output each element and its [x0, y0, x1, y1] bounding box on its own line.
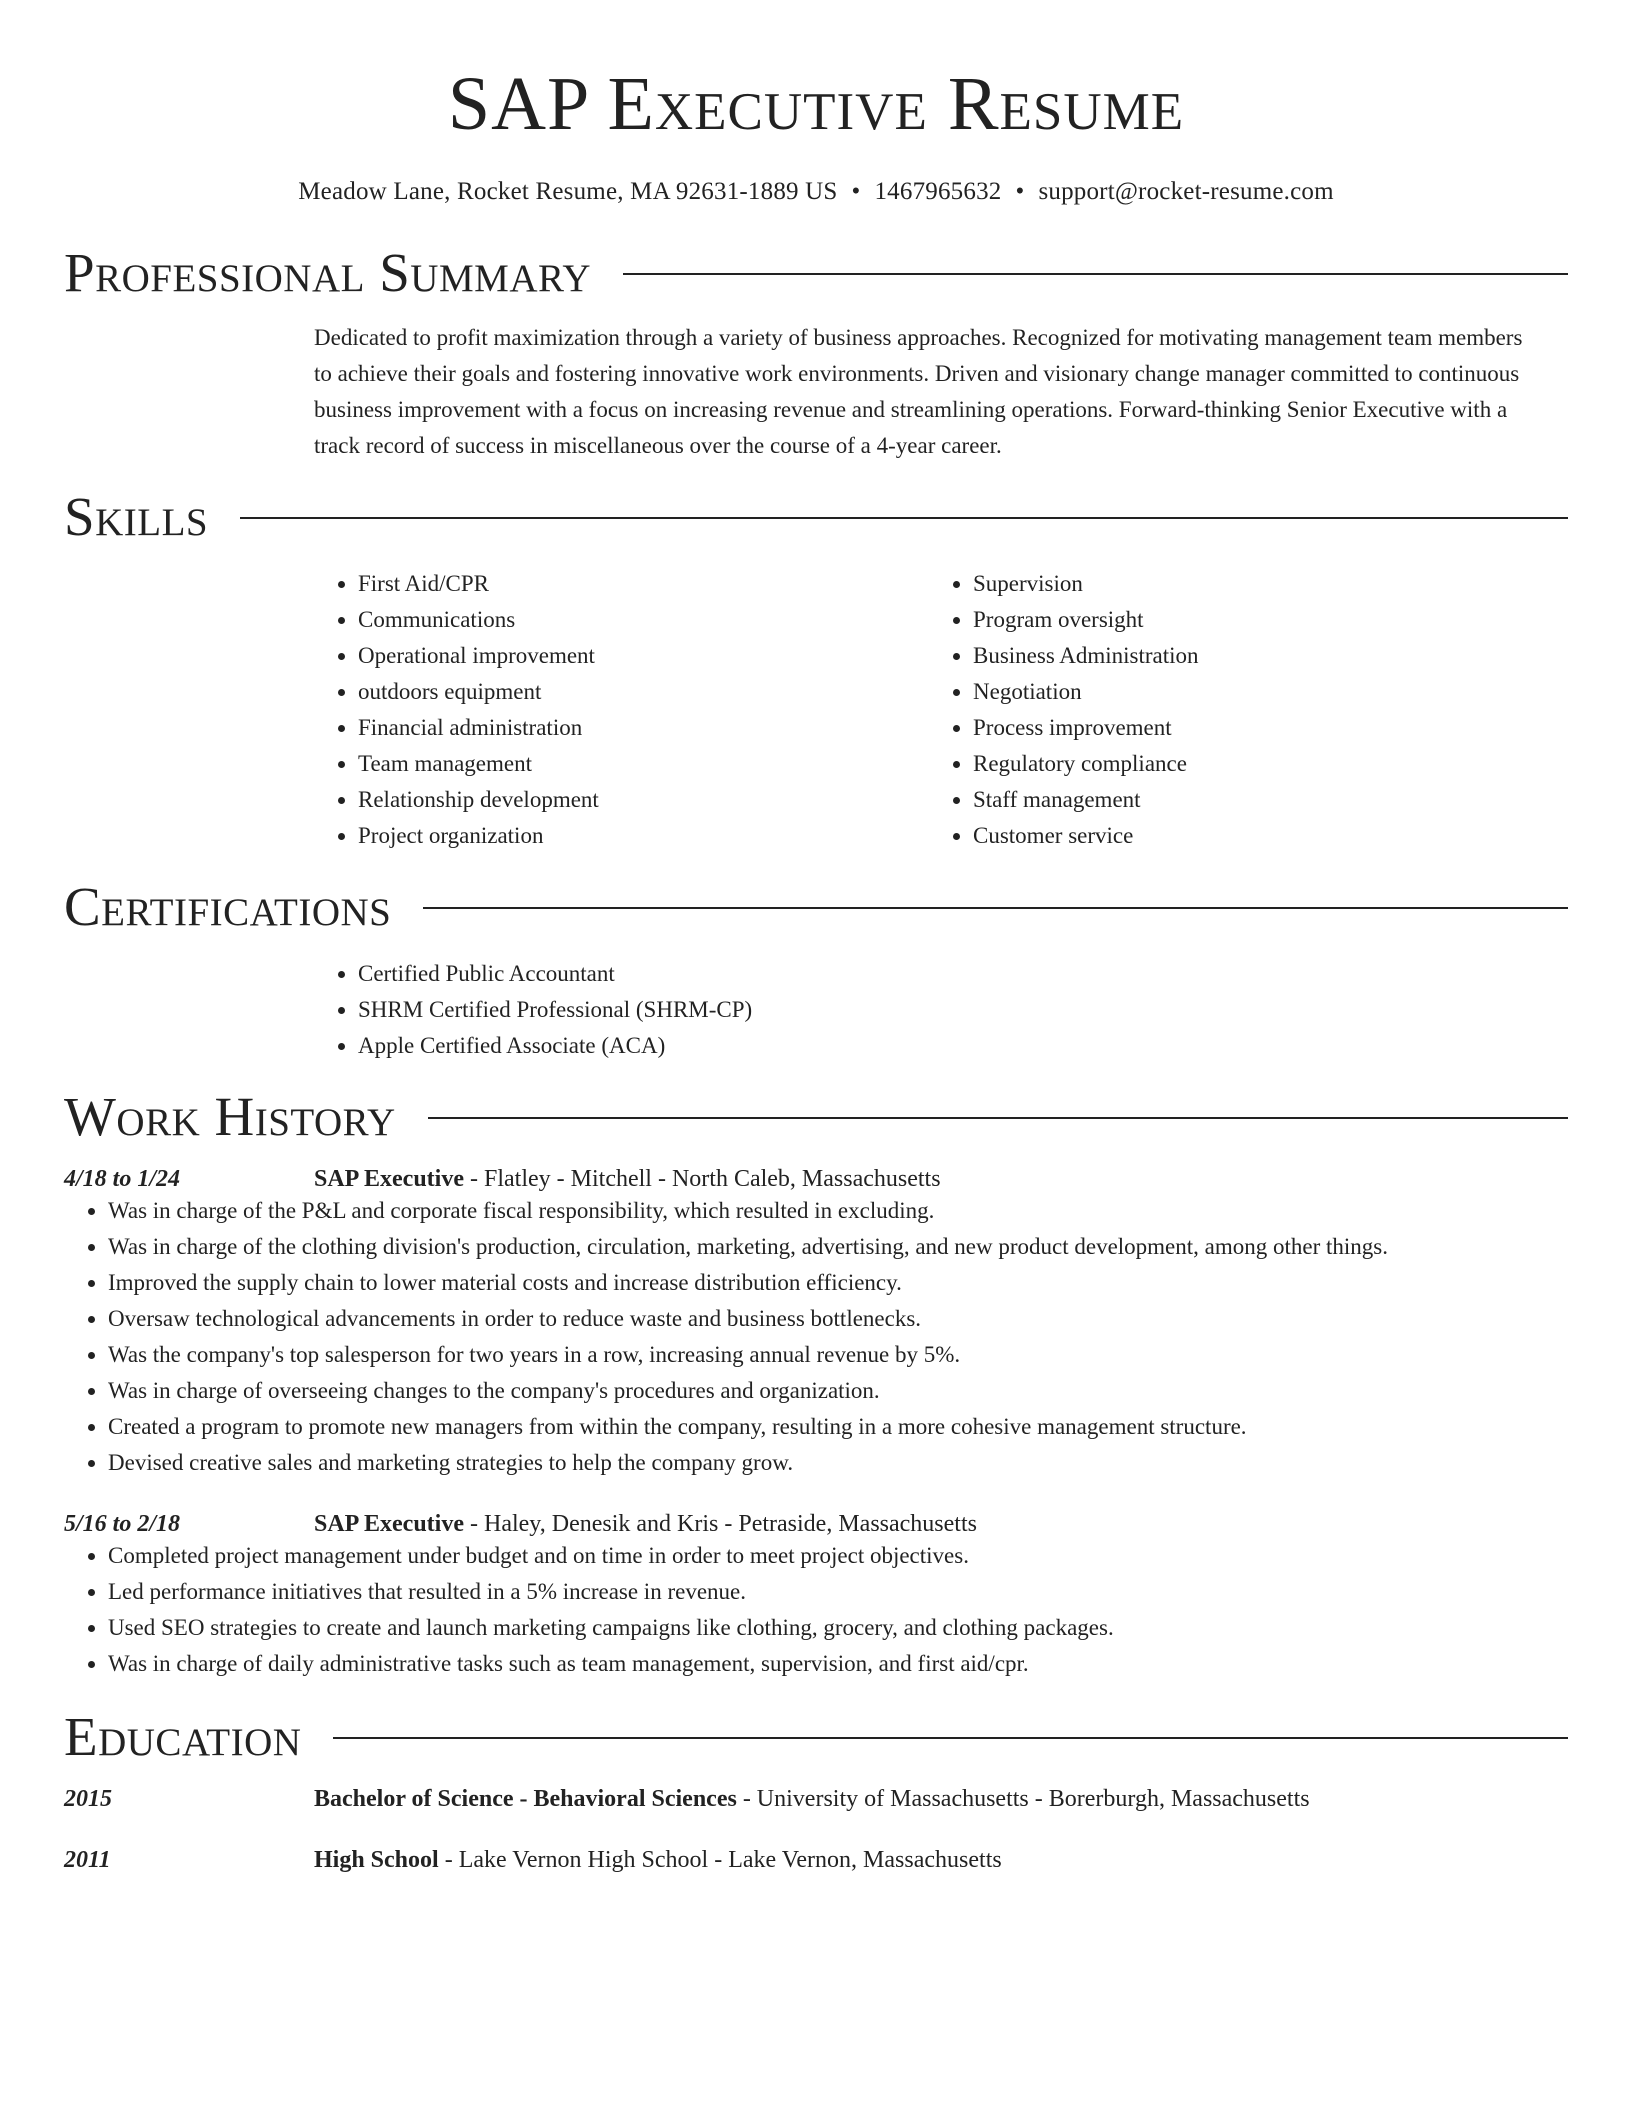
job-bullet: • Created a program to promote new managers from within the company, resulting in a more cohesive management structure.: [108, 1409, 1568, 1445]
section-divider: [240, 517, 1568, 519]
section-title-work: Work History: [64, 1085, 396, 1147]
contact-line: [64, 178, 1568, 206]
skill-item: • Project organization: [358, 818, 929, 854]
skill-item: • Team management: [358, 746, 929, 782]
resume-title: SAP Executive Resume: [447, 62, 1185, 146]
job-bullets: [64, 1193, 1568, 1481]
job-bullet: • Was in charge of the P&L and corporate fiscal responsibility, which resulted in excluding.: [108, 1193, 1568, 1229]
section-divider: [623, 273, 1568, 275]
job-bullet: • Devised creative sales and marketing strategies to help the company grow.: [108, 1445, 1568, 1481]
skill-item: • Program oversight: [973, 602, 1544, 638]
skill-item: • Supervision: [973, 566, 1544, 602]
contact-email: support@rocket-resume.com: [1038, 178, 1334, 205]
skill-item: • Operational improvement: [358, 638, 929, 674]
contact-separator: •: [851, 178, 861, 205]
skill-item: • Process improvement: [973, 710, 1544, 746]
section-title-certifications: Certifications: [64, 875, 392, 937]
job-bullet: • Was in charge of the clothing division's production, circulation, marketing, advertising, and new product development, among other things.: [108, 1229, 1568, 1265]
skills-column-right: [929, 566, 1544, 854]
education-degree: Bachelor of Science - Behavioral Sciences: [314, 1786, 737, 1812]
job-bullet: • Oversaw technological advancements in order to reduce waste and business bottlenecks.: [108, 1301, 1568, 1337]
job-bullet: • Was in charge of daily administrative tasks such as team management, supervision, and first aid/cpr.: [108, 1646, 1568, 1682]
job-bullet: • Completed project management under budget and on time in order to meet project objectives.: [108, 1538, 1568, 1574]
job-title: SAP Executive: [314, 1166, 464, 1192]
job-header: [64, 1166, 1568, 1193]
skills-left-list: [314, 566, 929, 854]
section-divider: [423, 907, 1568, 909]
skill-item: • Customer service: [973, 818, 1544, 854]
section-header-education: [64, 1706, 1568, 1766]
education-year: 2011: [64, 1847, 111, 1873]
education-degree: High School: [314, 1847, 439, 1873]
certification-item: • Certified Public Accountant: [358, 956, 1568, 992]
job-employer: - Haley, Denesik and Kris - Petraside, Massachusetts: [464, 1511, 977, 1537]
skill-item: • Regulatory compliance: [973, 746, 1544, 782]
summary-body: [314, 320, 1568, 464]
skills-list: [314, 566, 1568, 854]
work-history-list: [64, 1166, 1568, 1682]
summary-text: Dedicated to profit maximization through a variety of business approaches. Recognized for motivating management team members to achieve their goals and fostering innovative work environments. Driven and visionary change manager committed to continuous business improvement with a focus on increasing revenue and streamlining operations. Forward-thinking Senior Executive with a track record of success in miscellaneous over the course of a 4-year career.: [314, 325, 1523, 458]
job-bullet: • Led performance initiatives that resulted in a 5% increase in revenue.: [108, 1574, 1568, 1610]
education-entry: [64, 1786, 1568, 1813]
skill-item: • Communications: [358, 602, 929, 638]
skills-right-list: [929, 566, 1544, 854]
skill-item: • outdoors equipment: [358, 674, 929, 710]
section-header-skills: [64, 486, 1568, 546]
education-entry: [64, 1847, 1568, 1874]
job-bullet: • Improved the supply chain to lower material costs and increase distribution efficiency.: [108, 1265, 1568, 1301]
section-divider: [428, 1117, 1568, 1119]
job-title: SAP Executive: [314, 1511, 464, 1537]
job-title-line: [314, 1166, 941, 1193]
contact-address: Meadow Lane, Rocket Resume, MA 92631-1889 US: [298, 178, 838, 205]
skill-item: • Negotiation: [973, 674, 1544, 710]
skill-item: • Business Administration: [973, 638, 1544, 674]
certifications-body: [314, 956, 1568, 1064]
job-entry: [64, 1511, 1568, 1682]
education-list: [64, 1786, 1568, 1874]
job-entry: [64, 1166, 1568, 1481]
skill-item: • Staff management: [973, 782, 1544, 818]
section-divider: [333, 1737, 1568, 1739]
section-header-certifications: [64, 876, 1568, 936]
certification-item: • SHRM Certified Professional (SHRM-CP): [358, 992, 1568, 1028]
skill-item: • Relationship development: [358, 782, 929, 818]
job-dates: 5/16 to 2/18: [64, 1511, 181, 1537]
job-bullet: • Was in charge of overseeing changes to the company's procedures and organization.: [108, 1373, 1568, 1409]
job-employer: - Flatley - Mitchell - North Caleb, Massachusetts: [464, 1166, 941, 1192]
job-bullet: • Used SEO strategies to create and launch marketing campaigns like clothing, grocery, and clothing packages.: [108, 1610, 1568, 1646]
skill-item: • Financial administration: [358, 710, 929, 746]
skill-item: • First Aid/CPR: [358, 566, 929, 602]
section-title-summary: Professional Summary: [64, 241, 592, 303]
job-bullet: • Was the company's top salesperson for two years in a row, increasing annual revenue by 5%.: [108, 1337, 1568, 1373]
job-bullets: [64, 1538, 1568, 1682]
education-line: [314, 1847, 1002, 1874]
education-year: 2015: [64, 1786, 112, 1812]
job-dates: 4/18 to 1/24: [64, 1166, 181, 1192]
section-header-summary: [64, 242, 1568, 302]
education-school: - Lake Vernon High School - Lake Vernon, Massachusetts: [438, 1847, 1002, 1873]
contact-separator: •: [1015, 178, 1025, 205]
job-header: [64, 1511, 1568, 1538]
contact-phone: 1467965632: [874, 178, 1002, 205]
education-school: - University of Massachusetts - Borerburgh, Massachusetts: [736, 1786, 1310, 1812]
certifications-list: [314, 956, 1568, 1064]
section-title-skills: Skills: [64, 485, 209, 547]
section-header-work: [64, 1086, 1568, 1146]
job-title-line: [314, 1511, 977, 1538]
skills-column-left: [314, 566, 929, 854]
certification-item: • Apple Certified Associate (ACA): [358, 1028, 1568, 1064]
education-line: [314, 1786, 1310, 1813]
section-title-education: Education: [64, 1705, 302, 1767]
